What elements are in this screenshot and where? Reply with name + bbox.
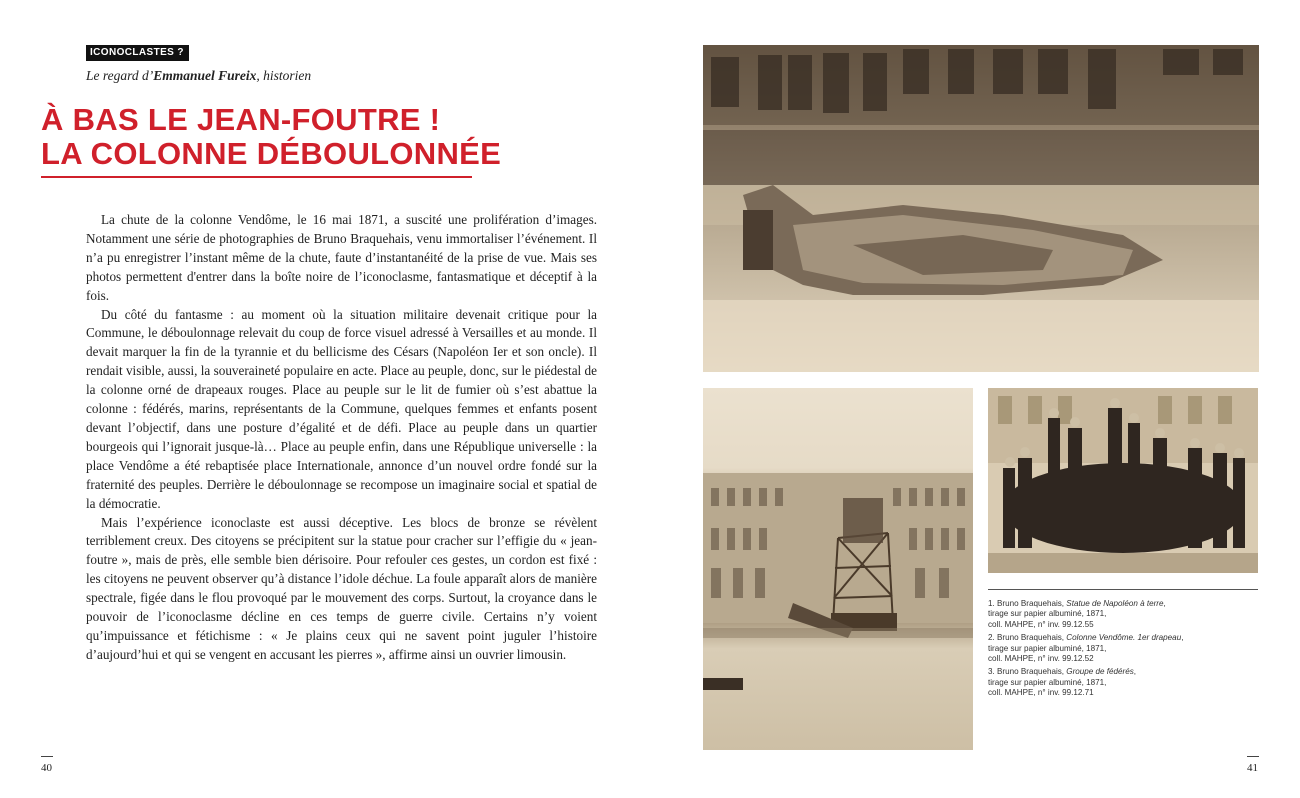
caption-3-suffix: , (1133, 667, 1137, 677)
caption-1-prefix: 1. Bruno Braquehais, (988, 599, 1067, 608)
caption-1-suffix: , (1163, 599, 1166, 608)
caption-1-title: Statue de Napoléon à terre (1066, 599, 1164, 608)
article-body (86, 211, 597, 665)
caption-3-line-2: tirage sur papier albuminé, 1871, (988, 677, 1107, 687)
photo-fallen-statue (703, 45, 1259, 372)
caption-2-title: Colonne Vendôme. 1er drapeau (1066, 633, 1182, 643)
page-number-right: 41 (1247, 756, 1259, 774)
caption-2 (988, 633, 1258, 664)
body-paragraph-2: Du côté du fantasme : au moment où la situation militaire devenait critique pour la Commune, le déboulonnage relevait du coup de force visuel adressé à Versailles et au monde. Il devait marquer la fin de la tyrannie et du bellicisme des Césars (Napoléon Ier et son oncle). Il rendait visible, aussi, la souveraineté populaire en acte. Place au peuple, donc, sur le piédestal de la colonne orné de drapeaux rouges. Place au peuple sur le lit de fumier où s’est abattue la colonne : fédérés, marins, représentants de la Commune, quelques femmes et enfants posent devant l’objectif, dans une posture d’égalité et de défi. Place au peuple dans un quartier bourgeois qui l’ignorait jusque-là… Place au peuple enfin, dans une République universelle : la place Vendôme a été rebaptisée place Internationale, annonce d’un nouvel ordre fondé sur la fraternité des peuples. Derrière le déboulonnage se recompose un imaginaire social et spatial de la démocratie. (86, 306, 597, 511)
byline-author: Emmanuel Fureix (153, 68, 257, 83)
page-number-left: 40 (41, 756, 53, 774)
byline (86, 68, 311, 84)
caption-2-line-2: tirage sur papier albuminé, 1871, (988, 643, 1107, 653)
title-underline (41, 176, 472, 178)
photo-captions (988, 589, 1258, 702)
caption-2-suffix: , (1181, 633, 1184, 643)
caption-3 (988, 667, 1258, 698)
article-title (41, 103, 511, 171)
caption-1 (988, 599, 1258, 630)
caption-3-prefix: 3. Bruno Braquehais, (988, 667, 1067, 677)
article-title-line-2: LA COLONNE DÉBOULONNÉE (41, 136, 502, 171)
caption-2-line-3: coll. MAHPE, n° inv. 99.12.52 (988, 654, 1094, 664)
caption-1-line-3: coll. MAHPE, n° inv. 99.12.55 (988, 619, 1094, 629)
caption-3-line-3: coll. MAHPE, n° inv. 99.12.71 (988, 688, 1094, 698)
byline-suffix: , historien (256, 68, 312, 83)
article-title-line-1: À BAS LE JEAN-FOUTRE ! (41, 102, 441, 137)
photo-groupe-federes (988, 388, 1258, 573)
caption-1-line-2: tirage sur papier albuminé, 1871, (988, 609, 1107, 619)
byline-prefix: Le regard d’ (86, 68, 154, 83)
caption-3-title: Groupe de fédérés (1066, 667, 1134, 677)
caption-2-prefix: 2. Bruno Braquehais, (988, 633, 1067, 643)
section-rubric: ICONOCLASTES ? (86, 45, 189, 61)
body-paragraph-1: La chute de la colonne Vendôme, le 16 mai 1871, a suscité une prolifération d’images. Notamment une série de photographies de Bruno Braquehais, venu immortaliser l’événement. Il n’a pu enregistrer l’instant même de la chute, faute d’instantanéité de la prise de vue. Mais ses photos permettent d'entrer dans la boîte noire de l’iconoclasme, fantasmatique et déceptif à la fois. (86, 212, 597, 303)
photo-colonne-vendome (703, 388, 973, 750)
body-paragraph-3: Mais l’expérience iconoclaste est aussi déceptive. Les blocs de bronze se révèlent terriblement creux. Des citoyens se précipitent sur la statue pour cracher sur l’effigie du « jean-foutre », mais de près, elle semble bien dérisoire. Pour refouler ces gestes, un cordon est fixé : les citoyens ne peuvent observer qu’à distance l’idole déchue. La foule apparaît alors de manière spectrale, figée dans le flou provoqué par le mouvement des corps. Surtout, la croyance dans le pouvoir de l’iconoclasme décline en ces temps de guerre civile. Certains n’y voient qu’impuissance et fétichisme : « Je plains ceux qui ne savent point juguler l’histoire d’aujourd’hui et qui se vengent en accusant les pierres », affirme ainsi un ouvrier limousin. (86, 514, 597, 662)
